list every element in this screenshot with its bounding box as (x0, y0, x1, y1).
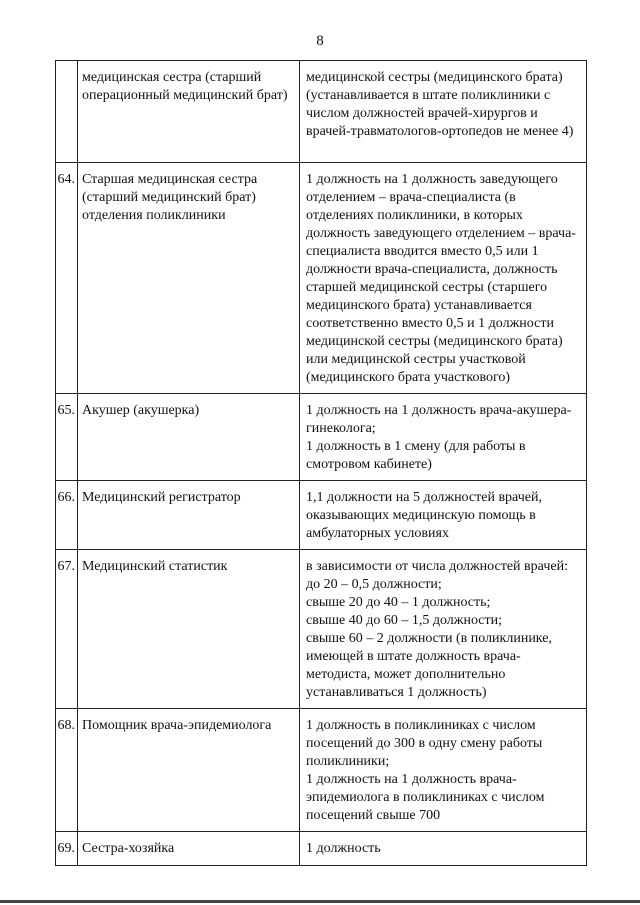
norm-line: медицинской сестры (медицинского брата) (устанавливается в штате поликлиники с числом должностей врачей-хирургов и врачей-травматологов-ортопедов не менее 4) (306, 70, 574, 139)
table-row (56, 550, 587, 709)
row-number: 69. (56, 832, 78, 866)
scan-edge-divider (0, 900, 640, 903)
norm-line: 1 должность в поликлиниках с числом посещений до 300 в одну смену работы поликлиники; (306, 718, 543, 769)
norm-line: до 20 – 0,5 должности; (306, 577, 442, 592)
norm-line: 1,1 должности на 5 должностей врачей, оказывающих медицинскую помощь в амбулаторных условиях (306, 490, 542, 541)
norm-line: в зависимости от числа должностей врачей: (306, 559, 568, 574)
table-row (56, 163, 587, 394)
row-number: 64. (56, 163, 78, 394)
table-row (56, 481, 587, 550)
table-row (56, 394, 587, 481)
norm-line: свыше 40 до 60 – 1,5 должности; (306, 613, 502, 628)
norm-line: 1 должность в 1 смену (для работы в смотровом кабинете) (306, 439, 526, 472)
position-name: Сестра-хозяйка (78, 832, 300, 866)
table-row (56, 832, 587, 866)
row-number: 67. (56, 550, 78, 709)
row-number: 66. (56, 481, 78, 550)
table-row (56, 61, 587, 163)
position-name: Медицинский регистратор (78, 481, 300, 550)
staffing-norm (300, 832, 587, 866)
norm-line: свыше 60 – 2 должности (в поликлинике, имеющей в штате должность врача-методиста, может дополнительно устанавливаться 1 должность) (306, 631, 552, 700)
position-name: Помощник врача-эпидемиолога (78, 709, 300, 832)
norm-line: 1 должность на 1 должность врача-акушера-гинеколога; (306, 403, 572, 436)
norm-line: 1 должность (306, 841, 381, 856)
page-number: 8 (316, 33, 324, 49)
norm-line: свыше 20 до 40 – 1 должность; (306, 595, 491, 610)
staffing-norm (300, 709, 587, 832)
staffing-norm (300, 394, 587, 481)
staffing-norm (300, 481, 587, 550)
position-name: Старшая медицинская сестра (старший медицинский брат) отделения поликлиники (78, 163, 300, 394)
row-number: 65. (56, 394, 78, 481)
staffing-norm (300, 163, 587, 394)
staffing-norm (300, 61, 587, 163)
staffing-table (55, 60, 587, 866)
norm-line: 1 должность на 1 должность заведующего отделением – врача-специалиста (в отделениях поликлиники, в которых должность заведующего отделением – врача-специалиста вводится вместо 0,5 или 1 должности врача-специалиста, должность старшей медицинской сестры (старшего медицинского брата) устанавливается соответственно вместо 0,5 и 1 должности медицинской сестры (медицинского брата) или медицинской сестры участковой (медицинского брата участкового) (306, 172, 576, 385)
row-number (56, 61, 78, 163)
position-name: Медицинский статистик (78, 550, 300, 709)
row-number: 68. (56, 709, 78, 832)
position-name: Акушер (акушерка) (78, 394, 300, 481)
position-name: медицинская сестра (старший операционный медицинский брат) (78, 61, 300, 163)
table-row (56, 709, 587, 832)
norm-line: 1 должность на 1 должность врача-эпидемиолога в поликлиниках с числом посещений свыше 700 (306, 772, 545, 823)
staffing-norm (300, 550, 587, 709)
